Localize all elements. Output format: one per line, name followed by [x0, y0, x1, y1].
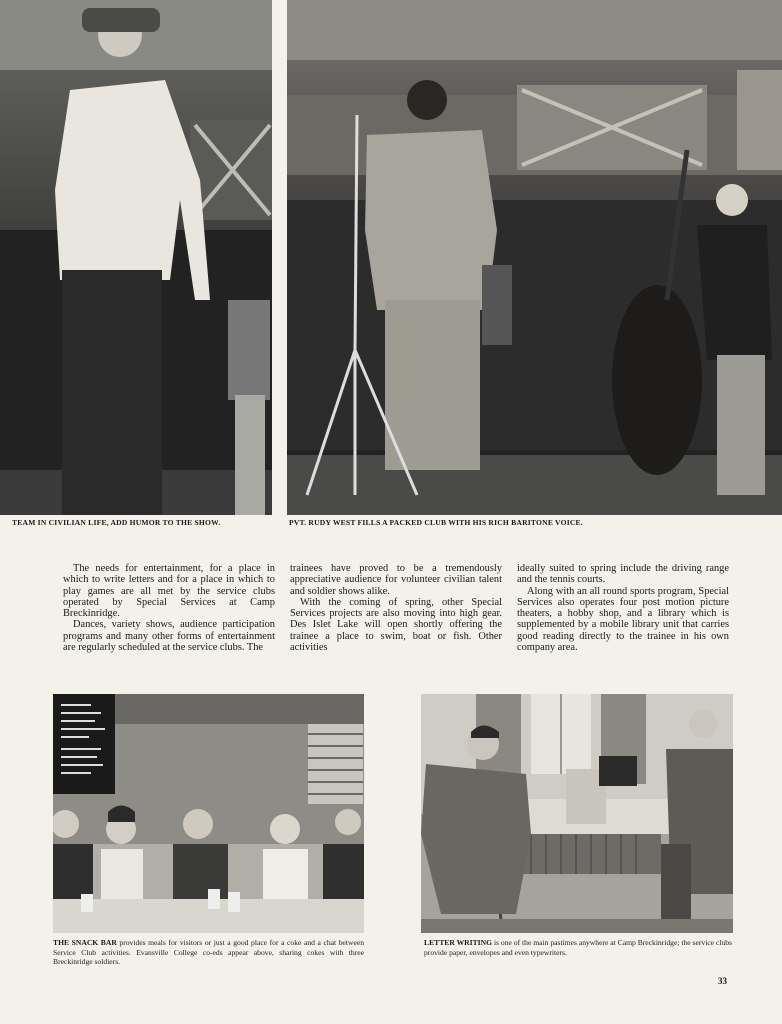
caption-singer: PVT. RUDY WEST FILLS A PACKED CLUB WITH HIS RICH BARITONE VOICE.	[289, 518, 583, 527]
caption-lead: LETTER WRITING	[424, 938, 493, 947]
body-paragraph: ideally suited to spring include the driving range and the tennis courts.	[517, 563, 729, 586]
body-column-3	[517, 563, 729, 653]
caption-text: is one of the main pastimes anywhere at Camp Breckinridge; the service clubs provide paper, envelopes and even typewriters.	[424, 938, 732, 957]
page-number: 33	[718, 976, 727, 986]
body-paragraph: Dances, variety shows, audience participation programs and many other forms of entertainment are regularly scheduled at the service clubs. The	[63, 619, 275, 654]
photo-letter-writing	[421, 694, 733, 933]
body-paragraph: Along with an all round sports program, Special Services also operates four post motion picture theaters, a hobby shop, and a library which is supplemented by a mobile library unit that carries good reading directly to the trainee in his own company area.	[517, 585, 729, 654]
caption-comedian: TEAM IN CIVILIAN LIFE, ADD HUMOR TO THE SHOW.	[12, 518, 221, 527]
caption-snack-bar	[53, 938, 364, 967]
photo-snack-bar	[53, 694, 364, 933]
body-paragraph: The needs for entertainment, for a place in which to write letters and for a place in which to play games are all met by the service clubs operated by Special Services at Camp Breckinridge.	[63, 563, 275, 620]
photo-comedian	[0, 0, 272, 515]
caption-text: provides meals for visitors or just a good place for a coke and a chat between Service Club activities. Evansville College co-eds appear above, sharing cokes with three Breckinridge soldiers.	[53, 938, 364, 967]
body-column-1	[63, 563, 275, 653]
caption-lead: THE SNACK BAR	[53, 938, 117, 947]
body-paragraph: trainees have proved to be a tremendously appreciative audience for volunteer civilian talent and soldier shows alike.	[290, 563, 502, 597]
body-column-2	[290, 563, 502, 653]
caption-letter-writing	[424, 938, 732, 957]
photo-singer	[287, 0, 782, 515]
body-paragraph: With the coming of spring, other Special Services projects are also moving into high gear. Des Islet Lake will open shortly offering the trainee a place to swim, boat or fish. Other activities	[290, 596, 502, 654]
